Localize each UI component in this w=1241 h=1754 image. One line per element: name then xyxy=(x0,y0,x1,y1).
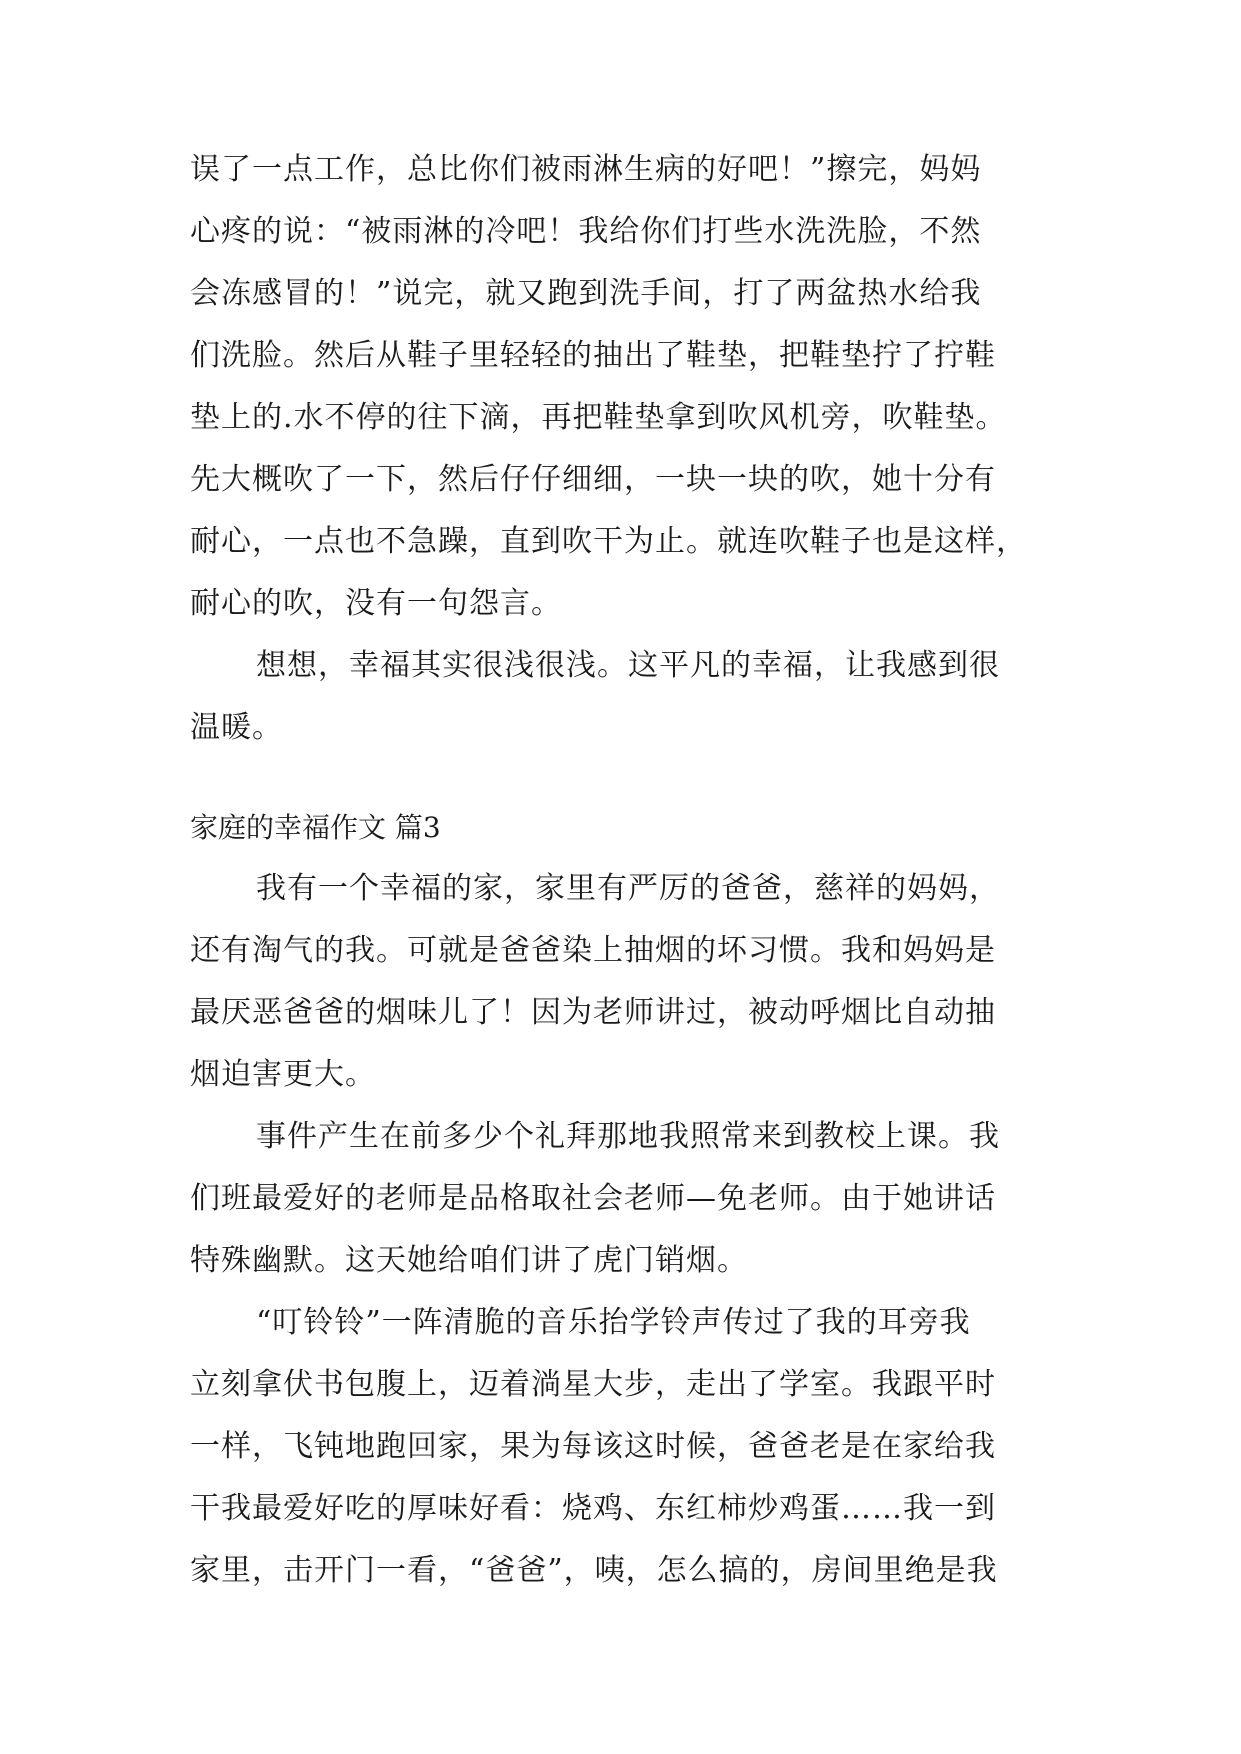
paragraph-line: 耐心的吹，没有一句怨言。 xyxy=(190,586,562,621)
paragraph-line: 最厌恶爸爸的烟味儿了！因为老师讲过，被动呼烟比自动抽 xyxy=(190,995,996,1030)
section-paragraph-3 xyxy=(190,1292,1060,1602)
paragraph-line: 误了一点工作，总比你们被雨淋生病的好吧！”擦完，妈妈 xyxy=(190,152,982,187)
section-paragraph-1 xyxy=(190,858,1060,1106)
paragraph-line: 会冻感冒的！”说完，就又跑到洗手间，打了两盆热水给我 xyxy=(190,276,982,311)
paragraph-line: 立刻拿伏书包腹上，迈着淌星大步，走出了学室。我跟平时 xyxy=(190,1367,996,1402)
section-heading: 家庭的幸福作文 篇3 xyxy=(190,811,441,844)
paragraph-line: 一样，飞钝地跑回家，果为每该这时候，爸爸老是在家给我 xyxy=(190,1429,996,1464)
section-paragraph-2 xyxy=(190,1106,1060,1292)
paragraph-line: 们洗脸。然后从鞋子里轻轻的抽出了鞋垫，把鞋垫拧了拧鞋 xyxy=(190,338,996,373)
paragraph-line: 垫上的.水不停的往下滴，再把鞋垫拿到吹风机旁，吹鞋垫。 xyxy=(190,400,1007,435)
paragraph-line: 干我最爱好吃的厚味好看：烧鸡、东红柿炒鸡蛋……我一到 xyxy=(190,1491,996,1526)
paragraph-line: 我有一个幸福的家，家里有严厉的爸爸，慈祥的妈妈， xyxy=(256,871,1000,906)
continuation-paragraph xyxy=(190,139,1060,635)
paragraph-line: 特殊幽默。这天她给咱们讲了虎门销烟。 xyxy=(190,1243,748,1278)
paragraph-line: 温暖。 xyxy=(190,710,283,745)
paragraph-line: 心疼的说：“被雨淋的冷吧！我给你们打些水洗洗脸，不然 xyxy=(190,214,982,249)
closing-paragraph xyxy=(190,635,1060,759)
paragraph-line: 想想，幸福其实很浅很浅。这平凡的幸福，让我感到很 xyxy=(256,648,1000,683)
paragraph-line: 先大概吹了一下，然后仔仔细细，一块一块的吹，她十分有 xyxy=(190,462,996,497)
paragraph-line: 们班最爱好的老师是品格取社会老师—免老师。由于她讲话 xyxy=(190,1181,996,1216)
section-heading-block xyxy=(190,798,1060,858)
paragraph-line: 事件产生在前多少个礼拜那地我照常来到教校上课。我 xyxy=(256,1119,1000,1154)
paragraph-line: 烟迫害更大。 xyxy=(190,1057,376,1092)
paragraph-line: “叮铃铃”一阵清脆的音乐抬学铃声传过了我的耳旁我 xyxy=(256,1305,971,1340)
paragraph-line: 耐心，一点也不急躁，直到吹干为止。就连吹鞋子也是这样， xyxy=(190,524,1027,559)
paragraph-line: 还有淘气的我。可就是爸爸染上抽烟的坏习惯。我和妈妈是 xyxy=(190,933,996,968)
paragraph-line: 家里，击开门一看，“爸爸”，咦，怎么搞的，房间里绝是我 xyxy=(190,1553,998,1588)
